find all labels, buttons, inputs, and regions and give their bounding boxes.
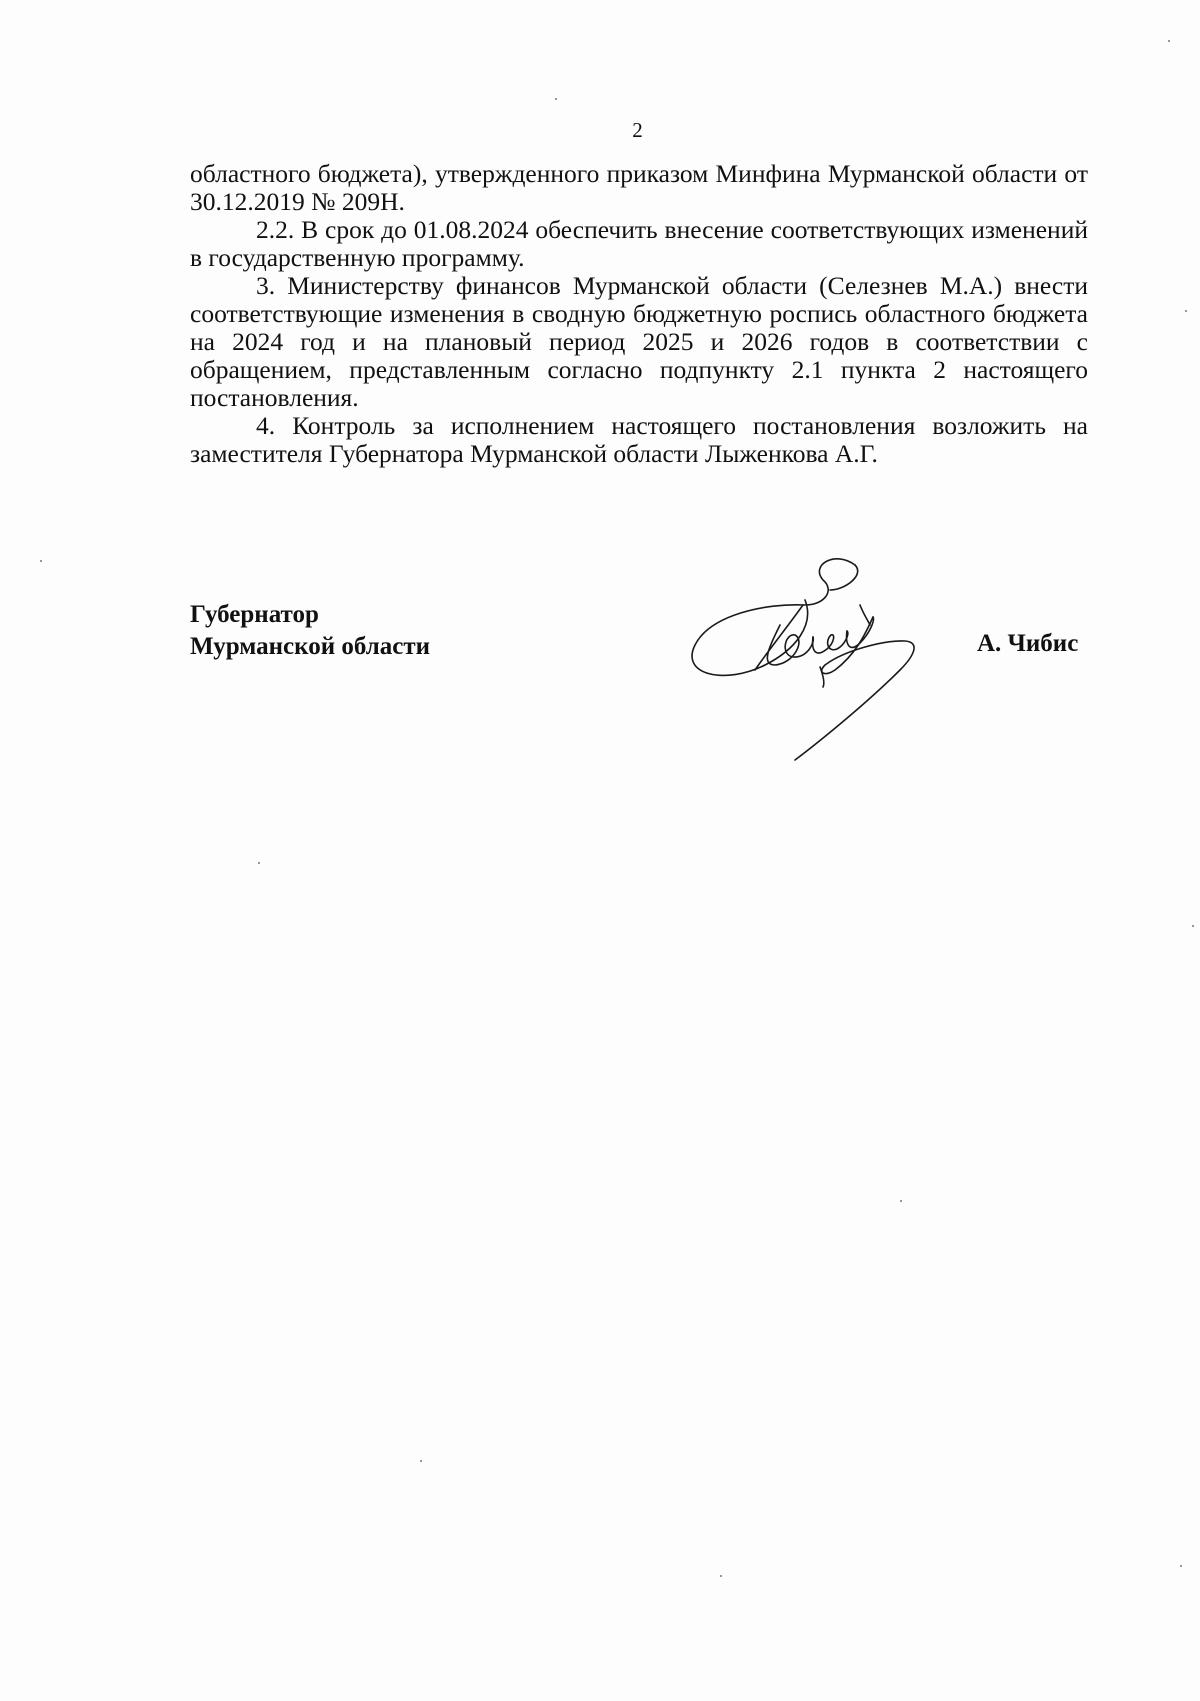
- scan-speck: [258, 862, 260, 864]
- signatory-title-line2: Мурманской области: [190, 633, 431, 660]
- paragraph-2-2: 2.2. В срок до 01.08.2024 обеспечить внесение соответствующих изменений в государственную программу.: [190, 215, 1088, 272]
- paragraph-continuation: областного бюджета), утвержденного приказом Минфина Мурманской области от 30.12.2019 № 209Н.: [190, 159, 1088, 216]
- scan-speck: [1192, 925, 1194, 927]
- page-number: 2: [632, 118, 643, 142]
- handwritten-signature: [685, 545, 955, 775]
- scan-speck: [40, 560, 42, 562]
- signatory-name: А. Чибис: [977, 630, 1079, 657]
- scan-speck: [720, 1575, 722, 1577]
- scan-speck: [1180, 1565, 1182, 1567]
- scan-speck: [1168, 40, 1170, 42]
- scan-speck: [900, 1200, 902, 1202]
- signatory-title: [190, 599, 430, 663]
- scan-speck: [555, 98, 557, 100]
- paragraph-3: 3. Министерству финансов Мурманской области (Селезнев М.А.) внести соответствующие изменения в сводную бюджетную роспись областного бюджета на 2024 год и на плановый период 2025 и 2026 годов в соответствии с обращением, представленным согласно подпункту 2.1 пункта 2 настоящего постановления.: [190, 271, 1088, 412]
- scan-speck: [1185, 310, 1187, 312]
- paragraph-4: 4. Контроль за исполнением настоящего постановления возложить на заместителя Губернатора Мурманской области Лыженкова А.Г.: [190, 411, 1088, 468]
- signatory-title-line1: Губернатор: [190, 601, 319, 628]
- scan-speck: [420, 1460, 422, 1462]
- document-body: [190, 160, 1088, 468]
